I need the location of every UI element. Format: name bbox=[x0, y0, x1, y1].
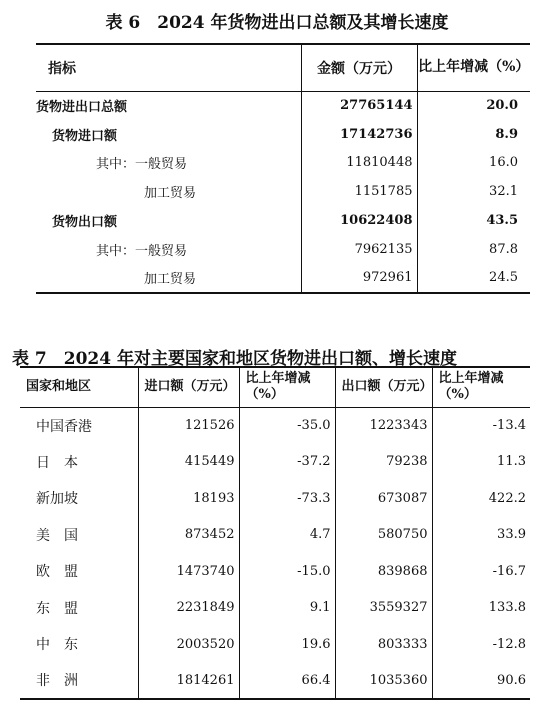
table7-header-import-change: 比上年增减（%） bbox=[239, 367, 335, 407]
table7-header-export-change: 比上年增减（%） bbox=[432, 367, 530, 407]
table6-cell-indicator: 货物进口额 bbox=[52, 128, 118, 144]
table7-cell-export: 803333 bbox=[335, 626, 432, 663]
table7-cell-region: 日 本 bbox=[36, 454, 78, 471]
table7-cell-export-change: 422.2 bbox=[432, 480, 530, 517]
table7-row bbox=[20, 480, 530, 517]
table7-cell-export: 580750 bbox=[335, 517, 432, 554]
table7-cell-region: 非 洲 bbox=[20, 663, 138, 700]
table7-cell-export: 839868 bbox=[335, 553, 432, 590]
table6-row bbox=[36, 264, 530, 293]
table7-cell-export: 3559327 bbox=[335, 590, 432, 627]
table6-header-change: 比上年增减（%） bbox=[417, 44, 530, 91]
table7-header-row bbox=[20, 367, 530, 407]
table7-cell-region: 新加坡 bbox=[36, 491, 78, 508]
table6-header-row bbox=[36, 44, 530, 91]
table6-row bbox=[36, 149, 530, 178]
table6-cell-amount: 27765144 bbox=[301, 91, 417, 120]
table7-row bbox=[20, 517, 530, 554]
table7-cell-region: 中 东 bbox=[36, 637, 78, 654]
table6-header-amount: 金额（万元） bbox=[301, 44, 417, 91]
table7-header-export: 出口额（万元） bbox=[335, 367, 432, 407]
table7-cell-import: 2003520 bbox=[138, 626, 239, 663]
table6-cell-change: 8.9 bbox=[417, 120, 530, 149]
table7-cell-export-change: -16.7 bbox=[432, 553, 530, 590]
table7-cell-import-change: 9.1 bbox=[239, 590, 335, 627]
table6-cell-change: 43.5 bbox=[417, 206, 530, 235]
table7-cell-region: 欧 盟 bbox=[36, 564, 78, 581]
table7-cell-import: 2231849 bbox=[138, 590, 239, 627]
table7-cell-export: 673087 bbox=[335, 480, 432, 517]
table7-cell-import: 1814261 bbox=[138, 663, 239, 700]
table6-title: 表 6 2024 年货物进出口总额及其增长速度 bbox=[105, 13, 449, 33]
table6-row bbox=[36, 177, 530, 206]
table7-cell-import-change: 4.7 bbox=[239, 517, 335, 554]
table7-cell-export: 1223343 bbox=[335, 407, 432, 444]
table7-cell-region: 美 国 bbox=[36, 527, 78, 544]
table7-cell-region: 中国香港 bbox=[36, 418, 92, 435]
table6-cell-indicator: 加工贸易 bbox=[36, 264, 301, 293]
table7-title: 表 7 2024 年对主要国家和地区货物进出口额、增长速度 bbox=[12, 349, 457, 369]
table7-cell-export-change: 33.9 bbox=[432, 517, 530, 554]
table6-cell-change: 24.5 bbox=[417, 264, 530, 293]
table7-cell-region: 东 盟 bbox=[36, 600, 78, 617]
table6-row bbox=[36, 120, 530, 149]
table6-cell-amount: 1151785 bbox=[301, 177, 417, 206]
table7-row bbox=[20, 590, 530, 627]
table6-goods-trade bbox=[36, 43, 530, 294]
table7-row bbox=[20, 444, 530, 481]
table7-cell-import: 18193 bbox=[138, 480, 239, 517]
table6-cell-change: 20.0 bbox=[417, 91, 530, 120]
table7-cell-import-change: 66.4 bbox=[239, 663, 335, 700]
table6-cell-amount: 17142736 bbox=[301, 120, 417, 149]
table6-cell-indicator: 货物进出口总额 bbox=[36, 100, 128, 116]
table6-row bbox=[36, 235, 530, 264]
table7-cell-export-change: 133.8 bbox=[432, 590, 530, 627]
table7-cell-import-change: -35.0 bbox=[239, 407, 335, 444]
table7-cell-export: 1035360 bbox=[335, 663, 432, 700]
table7-cell-import: 121526 bbox=[138, 407, 239, 444]
table7-cell-export-change: -12.8 bbox=[432, 626, 530, 663]
table7-cell-import-change: -37.2 bbox=[239, 444, 335, 481]
table6-cell-amount: 11810448 bbox=[301, 149, 417, 178]
table6-cell-change: 16.0 bbox=[417, 149, 530, 178]
table6-cell-change: 87.8 bbox=[417, 235, 530, 264]
table7-cell-import: 873452 bbox=[138, 517, 239, 554]
table6-cell-indicator: 其中：一般贸易 bbox=[96, 157, 188, 173]
table6-cell-amount: 10622408 bbox=[301, 206, 417, 235]
table7-cell-import-change: -73.3 bbox=[239, 480, 335, 517]
table7-cell-import-change: 19.6 bbox=[239, 626, 335, 663]
table6-cell-change: 32.1 bbox=[417, 177, 530, 206]
table6-cell-indicator: 其中：一般贸易 bbox=[96, 243, 188, 259]
table6-header-indicator: 指标 bbox=[36, 44, 301, 91]
table7-row bbox=[20, 407, 530, 444]
table7-row bbox=[20, 626, 530, 663]
table7-trade-by-region bbox=[20, 366, 530, 700]
table7-cell-import: 1473740 bbox=[138, 553, 239, 590]
table7-cell-import: 415449 bbox=[138, 444, 239, 481]
table6-row bbox=[36, 206, 530, 235]
table7-cell-export: 79238 bbox=[335, 444, 432, 481]
table7-row bbox=[20, 553, 530, 590]
table7-header-region: 国家和地区 bbox=[20, 367, 138, 407]
table6-row bbox=[36, 91, 530, 120]
table6-cell-amount: 7962135 bbox=[301, 235, 417, 264]
table7-cell-export-change: -13.4 bbox=[432, 407, 530, 444]
table7-cell-export-change: 11.3 bbox=[432, 444, 530, 481]
table6-cell-indicator: 货物出口额 bbox=[52, 215, 118, 231]
table7-cell-export-change: 90.6 bbox=[432, 663, 530, 700]
table7-row bbox=[20, 663, 530, 700]
table6-cell-amount: 972961 bbox=[301, 264, 417, 293]
table7-header-import: 进口额（万元） bbox=[138, 367, 239, 407]
table7-cell-import-change: -15.0 bbox=[239, 553, 335, 590]
table6-cell-indicator: 加工贸易 bbox=[144, 186, 197, 202]
